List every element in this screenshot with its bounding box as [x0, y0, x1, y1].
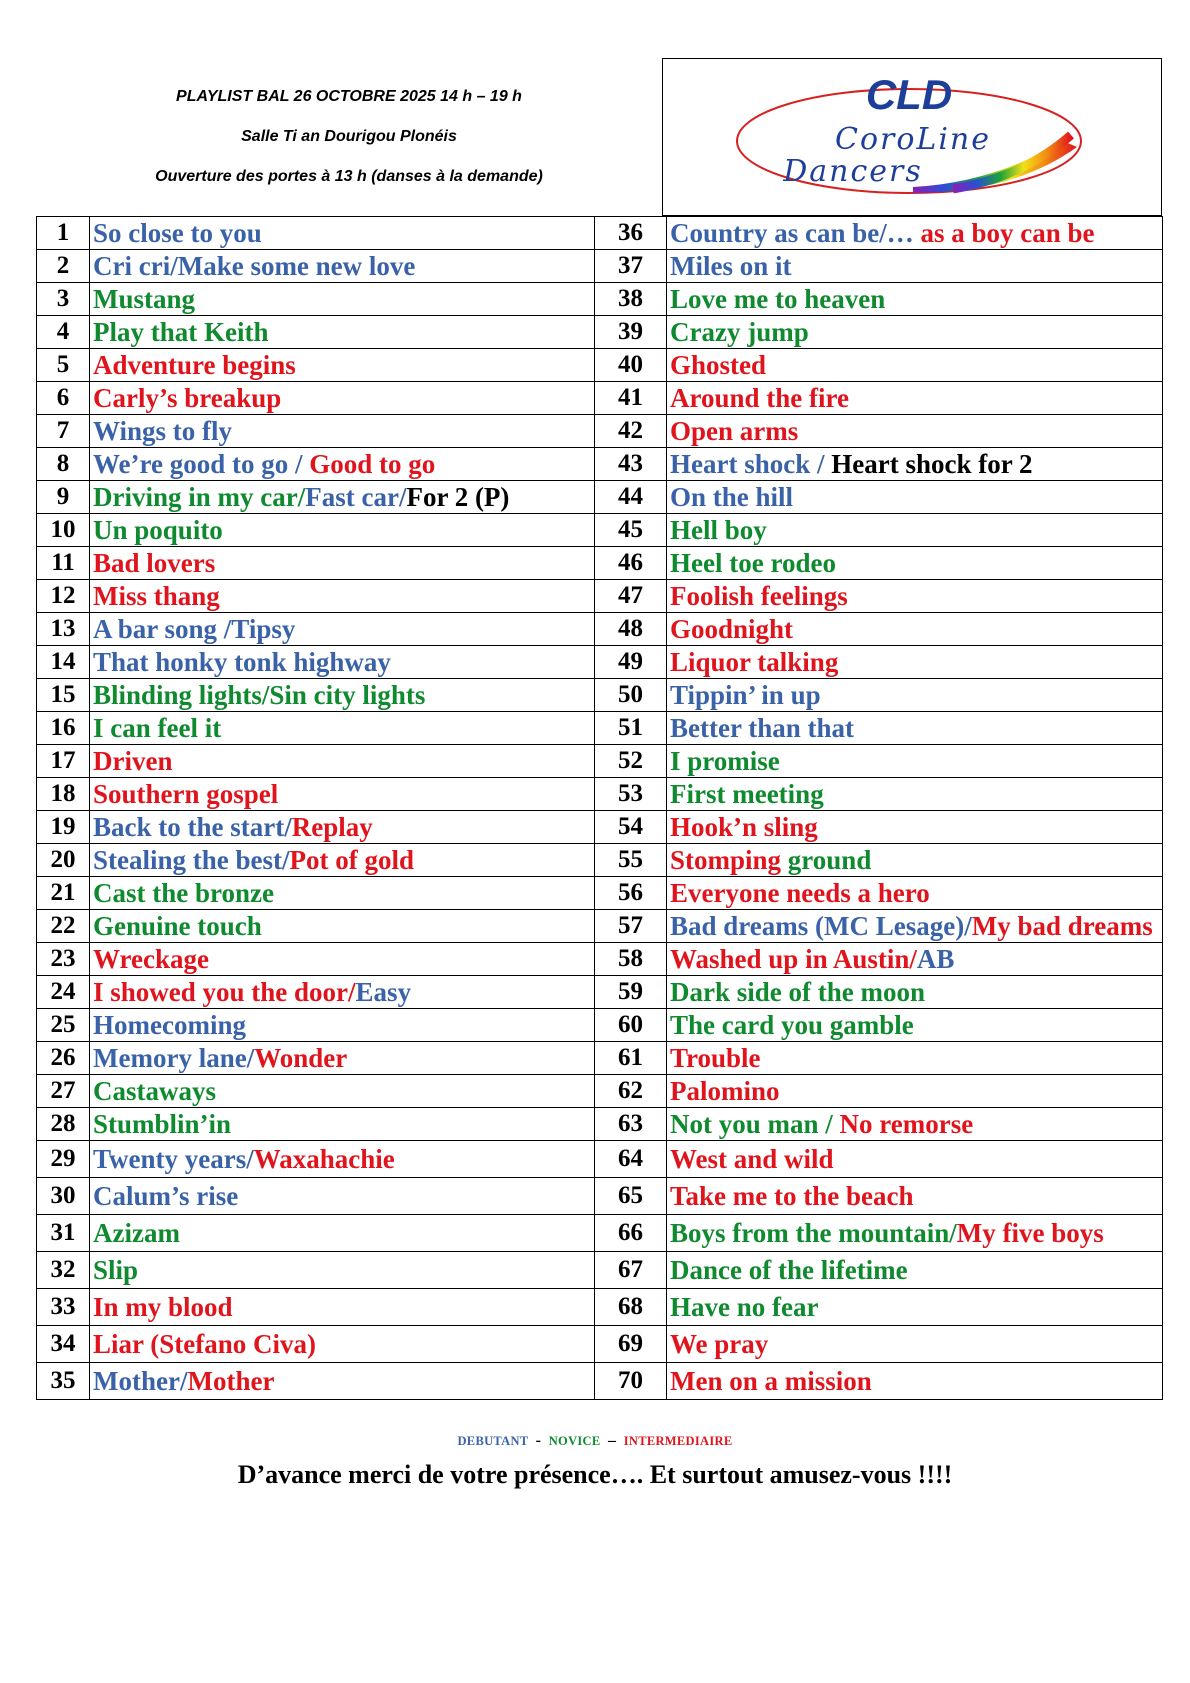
- track-title-part: AB: [916, 944, 955, 974]
- track-title: [667, 1108, 1163, 1141]
- track-title-part: Miss thang: [93, 581, 220, 611]
- track-title: [667, 712, 1163, 745]
- track-title: [667, 382, 1163, 415]
- track-number: 17: [37, 745, 90, 778]
- track-title: [90, 1289, 595, 1326]
- track-title: [90, 1178, 595, 1215]
- track-title: [90, 580, 595, 613]
- track-title: [90, 316, 595, 349]
- track-number: 70: [595, 1363, 667, 1400]
- track-title: [90, 811, 595, 844]
- track-title: [667, 910, 1163, 943]
- track-number: 32: [37, 1252, 90, 1289]
- track-title-part: For 2 (P): [406, 482, 510, 512]
- track-title-part: Azizam: [93, 1218, 180, 1248]
- track-title-part: Liar (Stefano Civa): [93, 1329, 316, 1359]
- track-title-part: Open arms: [670, 416, 799, 446]
- track-title: [667, 877, 1163, 910]
- track-number: 3: [37, 283, 90, 316]
- track-title: [90, 382, 595, 415]
- track-title-part: Replay: [291, 812, 373, 842]
- legend-separator: –: [607, 1432, 617, 1449]
- track-number: 68: [595, 1289, 667, 1326]
- track-title-part: Waxahachie: [253, 1144, 395, 1174]
- track-title: [667, 679, 1163, 712]
- track-title-part: Stealing the best/: [93, 845, 290, 875]
- track-title: [667, 1075, 1163, 1108]
- track-title-part: On the hill: [670, 482, 794, 512]
- track-number: 40: [595, 349, 667, 382]
- track-number: 45: [595, 514, 667, 547]
- track-title: [667, 514, 1163, 547]
- table-row: [37, 382, 1163, 415]
- track-number: 1: [37, 217, 90, 250]
- track-title-part: I can feel it: [93, 713, 222, 743]
- track-number: 21: [37, 877, 90, 910]
- track-title-part: Wonder: [254, 1043, 348, 1073]
- track-number: 37: [595, 250, 667, 283]
- track-title-part: Foolish feelings: [670, 581, 848, 611]
- track-title: [90, 349, 595, 382]
- track-title: [90, 943, 595, 976]
- track-title-part: Twenty years/: [93, 1144, 254, 1174]
- track-number: 6: [37, 382, 90, 415]
- track-title: [667, 316, 1163, 349]
- track-title-part: Heart shock for 2: [831, 449, 1033, 479]
- track-title: [667, 1289, 1163, 1326]
- legend-debutant: DEBUTANT: [457, 1434, 529, 1448]
- track-title: [90, 514, 595, 547]
- track-number: 24: [37, 976, 90, 1009]
- track-number: 59: [595, 976, 667, 1009]
- table-row: [37, 1042, 1163, 1075]
- logo-text-dancers: Dancers: [783, 154, 923, 189]
- table-row: [37, 1252, 1163, 1289]
- track-number: 62: [595, 1075, 667, 1108]
- legend-intermediaire: INTERMEDIAIRE: [623, 1434, 733, 1448]
- track-title: [90, 250, 595, 283]
- table-row: [37, 943, 1163, 976]
- track-title-part: Slip: [93, 1255, 139, 1285]
- track-title: [667, 1141, 1163, 1178]
- track-number: 28: [37, 1108, 90, 1141]
- track-title-part: Adventure begins: [93, 350, 296, 380]
- track-number: 49: [595, 646, 667, 679]
- track-number: 12: [37, 580, 90, 613]
- track-title-part: Around the fire: [670, 383, 850, 413]
- track-title: [667, 1178, 1163, 1215]
- track-number: 66: [595, 1215, 667, 1252]
- track-number: 50: [595, 679, 667, 712]
- track-title-part: Liquor talking: [670, 647, 839, 677]
- table-row: [37, 250, 1163, 283]
- venue-line: Salle Ti an Dourigou Plonéis: [241, 128, 457, 145]
- track-number: 48: [595, 613, 667, 646]
- track-number: 22: [37, 910, 90, 943]
- track-title-part: Blinding lights/Sin city lights: [93, 680, 426, 710]
- track-title-part: Not you man /: [670, 1109, 840, 1139]
- track-number: 69: [595, 1326, 667, 1363]
- table-row: [37, 1141, 1163, 1178]
- track-number: 47: [595, 580, 667, 613]
- track-number: 58: [595, 943, 667, 976]
- track-number: 64: [595, 1141, 667, 1178]
- track-title: [90, 679, 595, 712]
- track-title: [667, 349, 1163, 382]
- track-number: 29: [37, 1141, 90, 1178]
- track-title: [90, 646, 595, 679]
- track-title-part: Dance of the lifetime: [670, 1255, 908, 1285]
- track-title: [667, 217, 1163, 250]
- table-row: [37, 349, 1163, 382]
- track-number: 60: [595, 1009, 667, 1042]
- track-title: [667, 646, 1163, 679]
- track-number: 7: [37, 415, 90, 448]
- track-title: [667, 580, 1163, 613]
- track-title: [90, 1009, 595, 1042]
- track-title-part: Un poquito: [93, 515, 223, 545]
- table-row: [37, 712, 1163, 745]
- track-title-part: Tippin’ in up: [670, 680, 821, 710]
- track-title-part: A bar song /Tipsy: [93, 614, 296, 644]
- track-number: 46: [595, 547, 667, 580]
- table-row: [37, 481, 1163, 514]
- track-title: [667, 745, 1163, 778]
- track-title-part: Calum’s rise: [93, 1181, 239, 1211]
- track-number: 11: [37, 547, 90, 580]
- track-title-part: Southern gospel: [93, 779, 279, 809]
- table-row: [37, 1075, 1163, 1108]
- track-number: 20: [37, 844, 90, 877]
- track-title: [667, 415, 1163, 448]
- track-title-part: Have no fear: [670, 1292, 819, 1322]
- track-number: 34: [37, 1326, 90, 1363]
- track-number: 51: [595, 712, 667, 745]
- track-title: [90, 613, 595, 646]
- track-title: [90, 1215, 595, 1252]
- track-title: [667, 1252, 1163, 1289]
- track-number: 5: [37, 349, 90, 382]
- track-title: [90, 1326, 595, 1363]
- track-number: 14: [37, 646, 90, 679]
- track-title-part: Everyone needs a hero: [670, 878, 930, 908]
- track-number: 2: [37, 250, 90, 283]
- thank-you-footer: D’avance merci de votre présence…. Et surtout amusez-vous !!!!: [237, 1460, 953, 1489]
- track-title: [667, 811, 1163, 844]
- track-title: [90, 778, 595, 811]
- track-title: [90, 877, 595, 910]
- legend-novice: NOVICE: [548, 1434, 601, 1448]
- track-title-part: Love me to heaven: [670, 284, 886, 314]
- track-title-part: Cri cri/Make some new love: [93, 251, 416, 281]
- track-title-part: I promise: [670, 746, 780, 776]
- table-row: [37, 283, 1163, 316]
- doors-open-line: Ouverture des portes à 13 h (danses à la demande): [155, 168, 543, 185]
- track-title-part: Country as can be/…: [670, 218, 921, 248]
- track-number: 16: [37, 712, 90, 745]
- track-title: [667, 250, 1163, 283]
- track-number: 57: [595, 910, 667, 943]
- track-title: [667, 1215, 1163, 1252]
- track-number: 9: [37, 481, 90, 514]
- track-title: [90, 1075, 595, 1108]
- table-row: [37, 415, 1163, 448]
- track-title: [90, 283, 595, 316]
- track-title: [90, 1108, 595, 1141]
- track-title-part: West and wild: [670, 1144, 834, 1174]
- track-number: 23: [37, 943, 90, 976]
- track-title-part: Stumblin’in: [93, 1109, 232, 1139]
- track-title: [90, 1252, 595, 1289]
- playlist-header: [36, 60, 662, 220]
- track-title-part: No remorse: [839, 1109, 974, 1139]
- track-title-part: So close to you: [93, 218, 262, 248]
- track-title: [90, 448, 595, 481]
- track-title: [667, 1363, 1163, 1400]
- track-title-part: Crazy jump: [670, 317, 809, 347]
- track-number: 63: [595, 1108, 667, 1141]
- table-row: [37, 811, 1163, 844]
- table-row: [37, 910, 1163, 943]
- track-title-part: Good to go: [309, 449, 436, 479]
- track-title: [90, 217, 595, 250]
- table-row: [37, 1289, 1163, 1326]
- table-row: [37, 1363, 1163, 1400]
- table-row: [37, 1178, 1163, 1215]
- track-title-part: Palomino: [670, 1076, 780, 1106]
- track-title-part: Take me to the beach: [670, 1181, 914, 1211]
- track-title: [90, 547, 595, 580]
- track-title-part: In my blood: [93, 1292, 233, 1322]
- track-number: 35: [37, 1363, 90, 1400]
- track-title-part: I showed you the door/: [93, 977, 356, 1007]
- track-title-part: The card you gamble: [670, 1010, 914, 1040]
- track-title-part: Back to the start/: [93, 812, 292, 842]
- track-title: [667, 976, 1163, 1009]
- track-title: [667, 943, 1163, 976]
- track-number: 25: [37, 1009, 90, 1042]
- track-number: 38: [595, 283, 667, 316]
- track-number: 13: [37, 613, 90, 646]
- track-number: 42: [595, 415, 667, 448]
- track-number: 41: [595, 382, 667, 415]
- legend-separator: -: [535, 1432, 542, 1449]
- table-row: [37, 448, 1163, 481]
- table-row: [37, 976, 1163, 1009]
- track-title: [667, 1009, 1163, 1042]
- track-title-part: Boys from the mountain/: [670, 1218, 957, 1248]
- table-row: [37, 613, 1163, 646]
- track-title-part: Trouble: [670, 1043, 761, 1073]
- table-row: [37, 1326, 1163, 1363]
- track-number: 55: [595, 844, 667, 877]
- track-title-part: Memory lane/: [93, 1043, 255, 1073]
- track-title-part: Heart shock /: [670, 449, 832, 479]
- track-title: [667, 481, 1163, 514]
- track-title-part: Castaways: [93, 1076, 217, 1106]
- track-number: 43: [595, 448, 667, 481]
- track-title: [90, 745, 595, 778]
- track-title: [90, 481, 595, 514]
- track-title: [90, 1363, 595, 1400]
- track-title-part: Dark side of the moon: [670, 977, 925, 1007]
- track-title-part: Homecoming: [93, 1010, 246, 1040]
- track-title: [90, 712, 595, 745]
- track-number: 8: [37, 448, 90, 481]
- track-title-part: Mother/: [93, 1366, 188, 1396]
- track-title-part: Driven: [93, 746, 173, 776]
- table-row: [37, 1108, 1163, 1141]
- club-logo: [662, 58, 1162, 216]
- track-title: [667, 283, 1163, 316]
- table-row: [37, 514, 1163, 547]
- track-number: 18: [37, 778, 90, 811]
- track-title-part: Washed up in Austin/: [670, 944, 917, 974]
- track-title-part: Pot of gold: [289, 845, 415, 875]
- track-number: 61: [595, 1042, 667, 1075]
- track-title-part: That honky tonk highway: [93, 647, 391, 677]
- logo-text-cld: CLD: [865, 71, 953, 118]
- track-number: 52: [595, 745, 667, 778]
- table-row: [37, 778, 1163, 811]
- track-number: 39: [595, 316, 667, 349]
- playlist-table: [36, 216, 1163, 1400]
- track-title: [667, 1042, 1163, 1075]
- track-number: 33: [37, 1289, 90, 1326]
- track-number: 4: [37, 316, 90, 349]
- track-number: 27: [37, 1075, 90, 1108]
- table-row: [37, 316, 1163, 349]
- track-number: 10: [37, 514, 90, 547]
- table-row: [37, 217, 1163, 250]
- track-title: [90, 1042, 595, 1075]
- track-title: [667, 844, 1163, 877]
- table-row: [37, 877, 1163, 910]
- track-title: [90, 415, 595, 448]
- track-title-part: Easy: [355, 977, 412, 1007]
- track-number: 67: [595, 1252, 667, 1289]
- track-title-part: Mustang: [93, 284, 196, 314]
- track-title: [667, 1326, 1163, 1363]
- logo-text-coroline: CoroLine: [834, 122, 992, 157]
- track-title-part: We’re good to go /: [93, 449, 310, 479]
- track-title-part: Goodnight: [670, 614, 794, 644]
- track-title: [90, 976, 595, 1009]
- track-number: 44: [595, 481, 667, 514]
- track-title-part: Carly’s breakup: [93, 383, 282, 413]
- track-title-part: Genuine touch: [93, 911, 262, 941]
- track-title-part: Stomping: [670, 845, 788, 875]
- track-number: 53: [595, 778, 667, 811]
- track-title-part: Better than that: [670, 713, 854, 743]
- track-title-part: Men on a mission: [670, 1366, 872, 1396]
- track-title: [667, 547, 1163, 580]
- track-number: 65: [595, 1178, 667, 1215]
- table-row: [37, 844, 1163, 877]
- track-title-part: Miles on it: [670, 251, 792, 281]
- track-number: 26: [37, 1042, 90, 1075]
- table-row: [37, 547, 1163, 580]
- track-title: [90, 1141, 595, 1178]
- track-number: 54: [595, 811, 667, 844]
- level-legend: [0, 1432, 1190, 1450]
- track-title-part: Driving in my car/: [93, 482, 306, 512]
- track-title-part: Bad lovers: [93, 548, 216, 578]
- track-title-part: Wings to fly: [93, 416, 233, 446]
- track-title-part: Bad dreams (MC Lesage)/: [670, 911, 972, 941]
- table-row: [37, 1215, 1163, 1252]
- track-title-part: Wreckage: [93, 944, 209, 974]
- table-row: [37, 1009, 1163, 1042]
- track-title-part: Fast car/: [305, 482, 407, 512]
- track-title-part: First meeting: [670, 779, 824, 809]
- track-title-part: My bad dreams: [971, 911, 1153, 941]
- track-number: 31: [37, 1215, 90, 1252]
- track-title: [90, 844, 595, 877]
- track-title-part: My five boys: [956, 1218, 1104, 1248]
- track-number: 56: [595, 877, 667, 910]
- track-title: [667, 778, 1163, 811]
- track-title: [667, 448, 1163, 481]
- track-title-part: Mother: [187, 1366, 275, 1396]
- track-number: 19: [37, 811, 90, 844]
- track-title-part: Play that Keith: [93, 317, 269, 347]
- track-title-part: Hook’n sling: [670, 812, 818, 842]
- table-row: [37, 679, 1163, 712]
- table-row: [37, 580, 1163, 613]
- track-title-part: as a boy can be: [920, 218, 1095, 248]
- track-title-part: We pray: [670, 1329, 769, 1359]
- track-title-part: ground: [787, 845, 872, 875]
- table-row: [37, 745, 1163, 778]
- table-row: [37, 646, 1163, 679]
- track-title: [667, 613, 1163, 646]
- track-title: [90, 910, 595, 943]
- track-title-part: Heel toe rodeo: [670, 548, 836, 578]
- track-number: 30: [37, 1178, 90, 1215]
- track-number: 36: [595, 217, 667, 250]
- track-title-part: Hell boy: [670, 515, 767, 545]
- track-title-part: Cast the bronze: [93, 878, 274, 908]
- track-title-part: Ghosted: [670, 350, 767, 380]
- track-number: 15: [37, 679, 90, 712]
- playlist-title: PLAYLIST BAL 26 OCTOBRE 2025 14 h – 19 h: [176, 88, 522, 105]
